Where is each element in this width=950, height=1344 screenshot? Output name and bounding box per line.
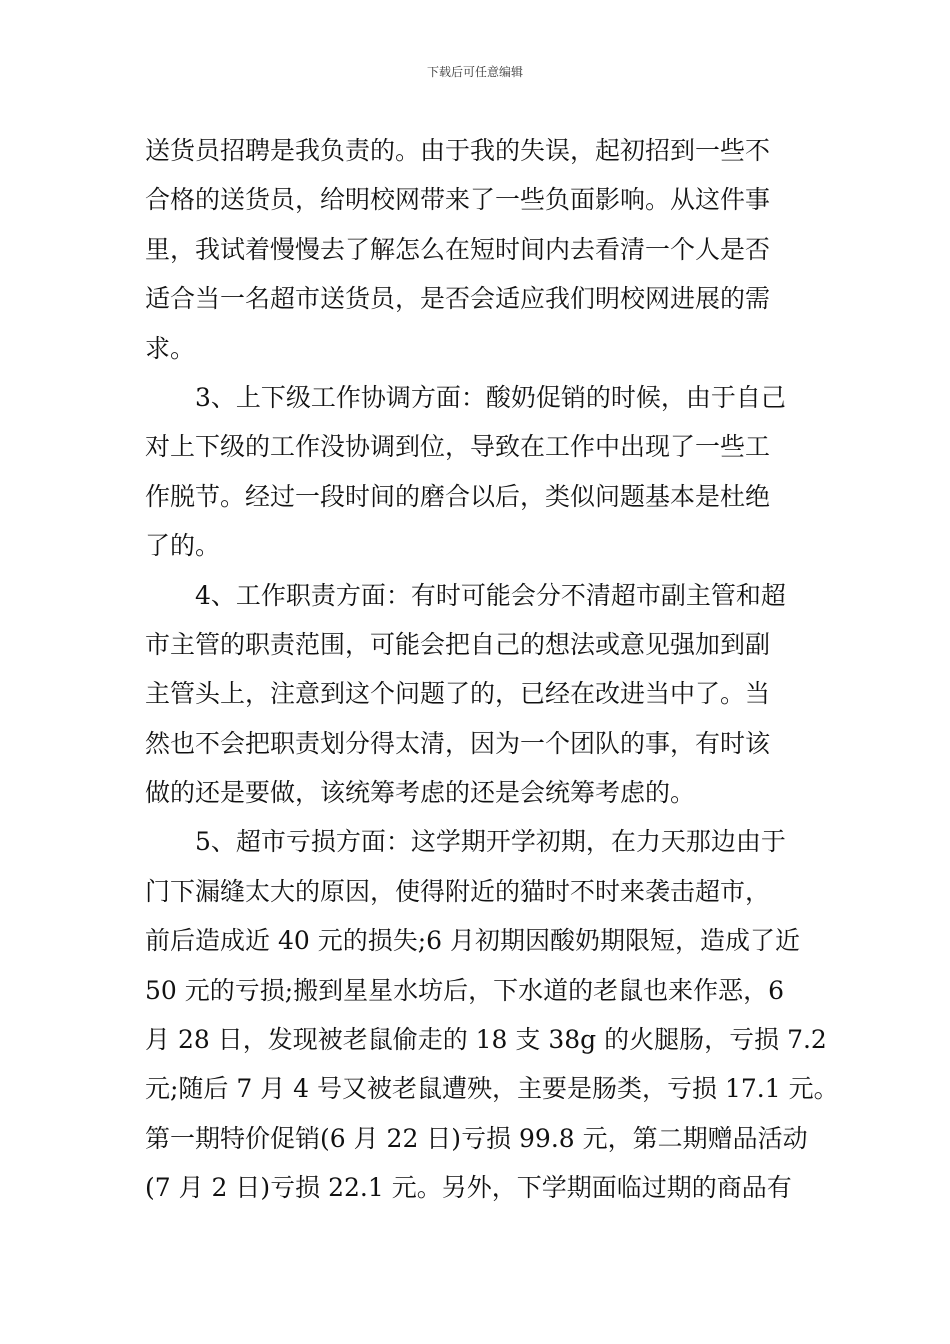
text-line: 主管头上，注意到这个问题了的，已经在改进当中了。当 [145,679,771,709]
text-line: 作脱节。经过一段时间的磨合以后，类似问题基本是杜绝 [145,481,771,511]
text-line: 对上下级的工作没协调到位，导致在工作中出现了一些工 [145,432,771,462]
text-line: 门下漏缝太大的原因，使得附近的猫时不时来袭击超市， [145,876,771,906]
text-line: 月 28 日，发现被老鼠偷走的 18 支 38g 的火腿肠，亏损 7.2 [145,1025,827,1055]
text-line: 元;随后 7 月 4 号又被老鼠遭殃，主要是肠类，亏损 17.1 元。 [145,1074,839,1104]
text-line: 送货员招聘是我负责的。由于我的失误，起初招到一些不 [145,136,771,165]
text-line: 了的。 [145,531,221,561]
text-line: 市主管的职责范围，可能会把自己的想法或意见强加到副 [145,629,771,659]
text-line: 做的还是要做，该统筹考虑的还是会统筹考虑的。 [145,778,696,808]
page-header: 下载后可任意编辑 [426,65,523,79]
text-line: (7 月 2 日)亏损 22.1 元。另外，下学期面临过期的商品有 [145,1173,792,1203]
paragraph-start-line: 5、超市亏损方面：这学期开学初期，在力天那边由于 [195,827,786,857]
text-line: 求。 [145,333,196,363]
text-line: 第一期特价促销(6 月 22 日)亏损 99.8 元，第二期赠品活动 [145,1123,808,1153]
text-line: 前后造成近 40 元的损失;6 月初期因酸奶期限短，造成了近 [145,926,800,956]
paragraph-start-line: 4、工作职责方面：有时可能会分不清超市副主管和超 [195,580,786,610]
text-line: 里，我试着慢慢去了解怎么在短时间内去看清一个人是否 [145,234,771,264]
paragraph-start-line: 3、上下级工作协调方面：酸奶促销的时候，由于自己 [195,382,786,412]
text-line: 适合当一名超市送货员，是否会适应我们明校网进展的需 [145,284,771,314]
text-line: 50 元的亏损;搬到星星水坊后，下水道的老鼠也来作恶，6 [145,975,785,1005]
text-line: 然也不会把职责划分得太清，因为一个团队的事，有时该 [145,728,771,758]
text-line: 合格的送货员，给明校网带来了一些负面影响。从这件事 [145,185,771,215]
document-body [145,126,839,1213]
